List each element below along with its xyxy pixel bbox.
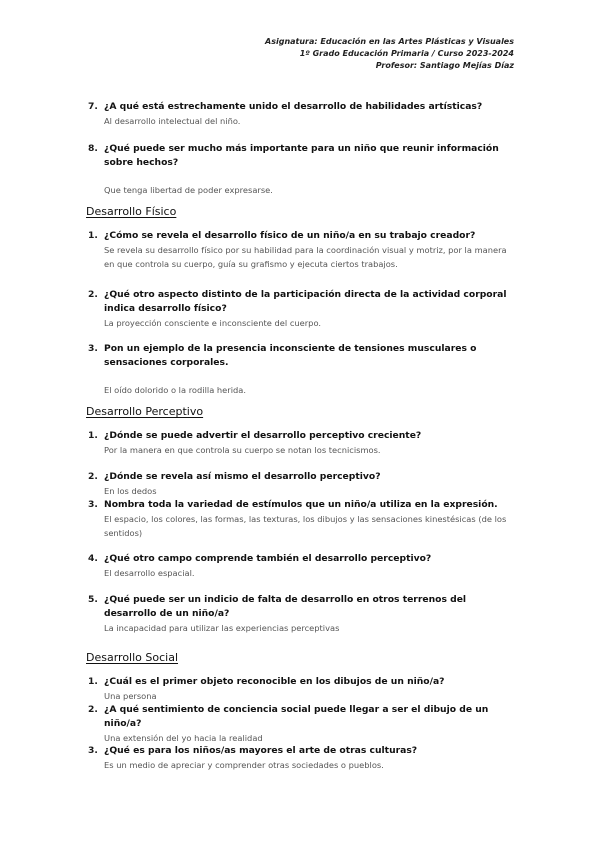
answer-text: Es un medio de apreciar y comprender otras sociedades o pueblos. xyxy=(104,760,384,770)
section-title-perceptivo: Desarrollo Perceptivo xyxy=(86,405,204,418)
question-item xyxy=(88,288,516,330)
answer-text: El espacio, los colores, las formas, las texturas, los dibujos y las sensaciones kinestésicas (de los sentidos) xyxy=(104,514,507,538)
course-header xyxy=(265,36,514,72)
question-number: 2. xyxy=(88,704,98,715)
question-number: 4. xyxy=(88,553,98,564)
course-teacher: Profesor: Santiago Mejías Díaz xyxy=(375,61,514,70)
question-text: ¿Cuál es el primer objeto reconocible en los dibujos de un niño/a? xyxy=(104,676,445,687)
question-number: 1. xyxy=(88,430,98,441)
question-number: 7. xyxy=(88,101,98,112)
question-item xyxy=(88,744,516,772)
question-number: 2. xyxy=(88,289,98,300)
question-item xyxy=(88,429,516,457)
question-text: ¿Qué otro campo comprende también el desarrollo perceptivo? xyxy=(104,553,432,564)
course-subject: Asignatura: Educación en las Artes Plásticas y Visuales xyxy=(265,37,514,46)
section-title-social: Desarrollo Social xyxy=(86,651,179,664)
question-item xyxy=(88,498,516,540)
question-number: 2. xyxy=(88,471,98,482)
answer-text: Se revela su desarrollo físico por su habilidad para la coordinación visual y motriz, por la manera en que controla su cuerpo, guía su grafismo y ejecuta ciertos trabajos. xyxy=(104,245,507,269)
question-item xyxy=(88,342,516,397)
question-item xyxy=(88,142,516,197)
question-item xyxy=(88,675,516,703)
question-item xyxy=(88,470,516,498)
question-item xyxy=(88,703,516,745)
answer-text: El desarrollo espacial. xyxy=(104,568,195,578)
question-text: ¿Qué es para los niños/as mayores el arte de otras culturas? xyxy=(104,745,418,756)
question-item xyxy=(88,229,516,271)
answer-text: En los dedos xyxy=(104,486,157,496)
answer-text: Una persona xyxy=(104,691,157,701)
answer-text: La proyección consciente e inconsciente del cuerpo. xyxy=(104,318,322,328)
question-text: ¿Dónde se puede advertir el desarrollo perceptivo creciente? xyxy=(104,430,422,441)
answer-text: El oído dolorido o la rodilla herida. xyxy=(104,385,246,395)
answer-text: Por la manera en que controla su cuerpo se notan los tecnicismos. xyxy=(104,445,381,455)
answer-text: Una extensión del yo hacia la realidad xyxy=(104,733,263,743)
question-number: 3. xyxy=(88,499,98,510)
question-item xyxy=(88,100,516,128)
answer-text: Al desarrollo intelectual del niño. xyxy=(104,116,241,126)
question-text: ¿A qué está estrechamente unido el desarrollo de habilidades artísticas? xyxy=(104,101,483,112)
section-title-fisico: Desarrollo Físico xyxy=(86,205,177,218)
answer-text: La incapacidad para utilizar las experiencias perceptivas xyxy=(104,623,340,633)
question-text: ¿Dónde se revela así mismo el desarrollo perceptivo? xyxy=(104,471,381,482)
question-item xyxy=(88,552,516,580)
question-number: 1. xyxy=(88,230,98,241)
question-text: Nombra toda la variedad de estímulos que un niño/a utiliza en la expresión. xyxy=(104,499,498,510)
question-text: ¿A qué sentimiento de conciencia social puede llegar a ser el dibujo de un niño/a? xyxy=(104,704,489,729)
question-number: 3. xyxy=(88,745,98,756)
question-text: ¿Qué puede ser mucho más importante para un niño que reunir información sobre hechos? xyxy=(104,143,499,168)
question-text: ¿Qué puede ser un indicio de falta de desarrollo en otros terrenos del desarrollo de un niño/a? xyxy=(104,594,467,619)
course-grade: 1º Grado Educación Primaria / Curso 2023-2024 xyxy=(299,49,514,58)
answer-text: Que tenga libertad de poder expresarse. xyxy=(104,185,273,195)
question-item xyxy=(88,593,516,635)
question-text: Pon un ejemplo de la presencia inconsciente de tensiones musculares o sensaciones corporales. xyxy=(104,343,477,368)
question-number: 5. xyxy=(88,594,98,605)
question-text: ¿Qué otro aspecto distinto de la participación directa de la actividad corporal indica desarrollo físico? xyxy=(104,289,507,314)
question-number: 8. xyxy=(88,143,98,154)
question-text: ¿Cómo se revela el desarrollo físico de un niño/a en su trabajo creador? xyxy=(104,230,476,241)
question-number: 3. xyxy=(88,343,98,354)
question-number: 1. xyxy=(88,676,98,687)
